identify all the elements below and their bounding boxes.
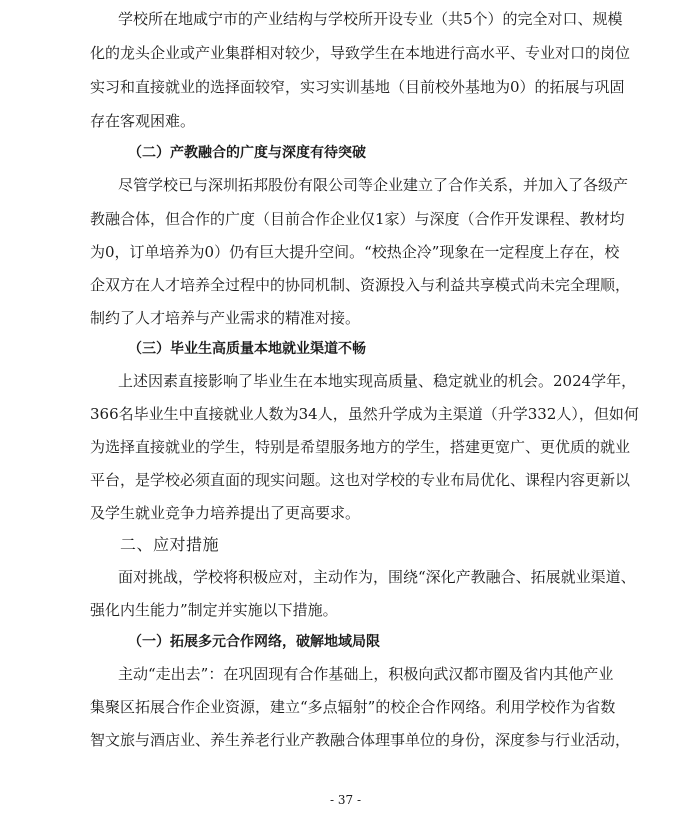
paragraph-line: 智文旅与酒店业、养生养老行业产教融合体理事单位的身份，深度参与行业活动， xyxy=(90,731,631,749)
section-heading: 二、应对措施 xyxy=(120,535,220,554)
paragraph-line: 主动“走出去”：在巩固现有合作基础上，积极向武汉都市圈及省内其他产业 xyxy=(118,665,614,683)
subsection-heading: （二）产教融合的广度与深度有待突破 xyxy=(128,145,366,161)
paragraph-line: 化的龙头企业或产业集群相对较少，导致学生在本地进行高水平、专业对口的岗位 xyxy=(90,44,631,62)
page-number: - 37 - xyxy=(329,793,361,807)
paragraph-line: 上述因素直接影响了毕业生在本地实现高质量、稳定就业的机会。2024学年， xyxy=(118,372,637,390)
paragraph-line: 集聚区拓展合作企业资源，建立“多点辐射”的校企合作网络。利用学校作为省数 xyxy=(90,698,616,716)
subsection-heading: （三）毕业生高质量本地就业渠道不畅 xyxy=(128,341,366,357)
paragraph-line: 学校所在地咸宁市的产业结构与学校所开设专业（共5个）的完全对口、规模 xyxy=(118,10,623,28)
paragraph-line: 强化内生能力”制定并实施以下措施。 xyxy=(90,601,338,619)
paragraph-line: 存在客观困难。 xyxy=(90,112,196,130)
paragraph-line: 制约了人才培养与产业需求的精准对接。 xyxy=(90,309,361,327)
paragraph-line: 366名毕业生中直接就业人数为34人，虽然升学成为主渠道（升学332人），但如何 xyxy=(90,405,639,423)
paragraph-line: 面对挑战，学校将积极应对，主动作为，围绕“深化产教融合、拓展就业渠道、 xyxy=(118,568,636,586)
paragraph-line: 实习和直接就业的选择面较窄，实习实训基地（目前校外基地为0）的拓展与巩固 xyxy=(90,78,625,96)
subsection-heading: （一）拓展多元合作网络，破解地域局限 xyxy=(128,634,380,650)
paragraph-line: 为选择直接就业的学生，特别是希望服务地方的学生，搭建更宽广、更优质的就业 xyxy=(90,438,631,456)
paragraph-line: 教融合体，但合作的广度（目前合作企业仅1家）与深度（合作开发课程、教材均 xyxy=(90,210,625,228)
paragraph-line: 为0，订单培养为0）仍有巨大提升空间。“校热企冷”现象在一定程度上存在，校 xyxy=(90,243,620,261)
paragraph-line: 尽管学校已与深圳拓邦股份有限公司等企业建立了合作关系，并加入了各级产 xyxy=(118,176,629,194)
paragraph-line: 企双方在人才培养全过程中的协同机制、资源投入与利益共享模式尚未完全理顺， xyxy=(90,276,631,294)
paragraph-line: 及学生就业竞争力培养提出了更高要求。 xyxy=(90,504,361,522)
paragraph-line: 平台，是学校必须直面的现实问题。这也对学校的专业布局优化、课程内容更新以 xyxy=(90,471,631,489)
